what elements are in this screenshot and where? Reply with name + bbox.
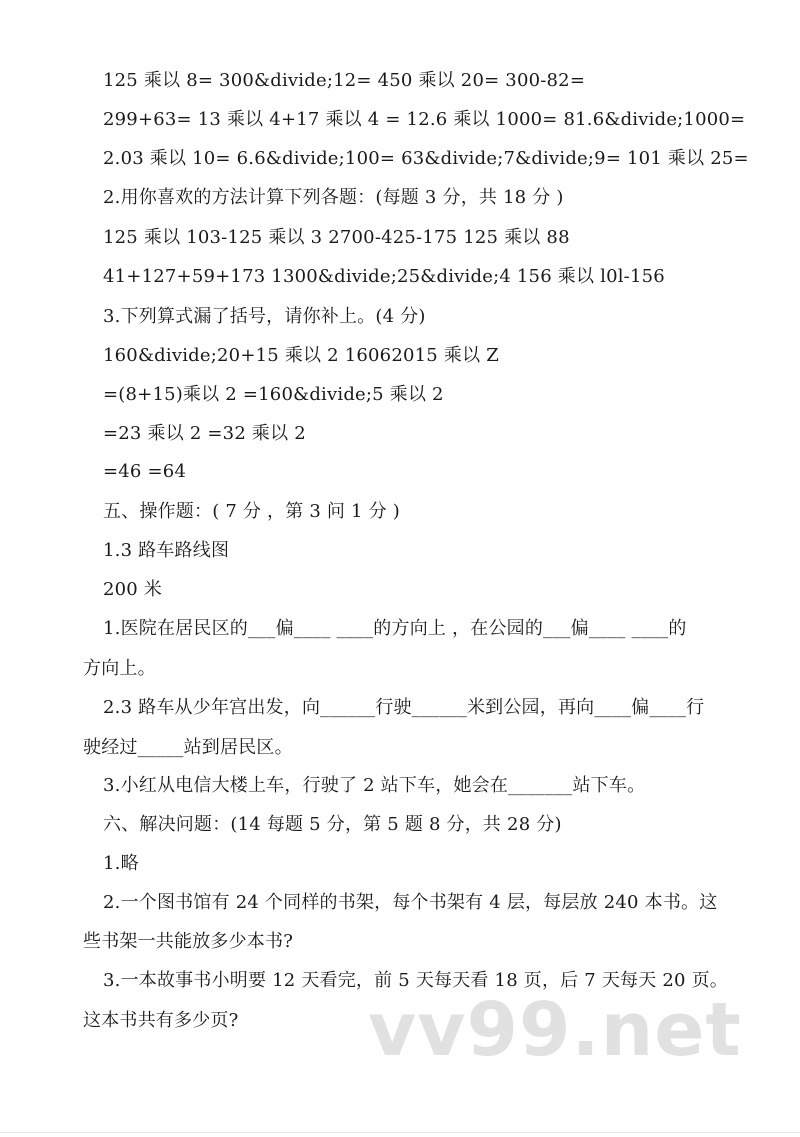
text-line-23: 些书架一共能放多少本书? bbox=[83, 931, 294, 952]
page-bottom-divider bbox=[0, 1132, 800, 1133]
text-line-14: 200 米 bbox=[103, 579, 163, 600]
text-line-2: 299+63= 13 乘以 4+17 乘以 4 = 12.6 乘以 1000= 81.6&divide;1000= bbox=[103, 109, 746, 130]
text-line-16: 方向上。 bbox=[83, 658, 156, 679]
text-line-7: 3.下列算式漏了括号，请你补上。(4 分) bbox=[103, 306, 426, 327]
text-line-10: =23 乘以 2 =32 乘以 2 bbox=[103, 423, 306, 444]
text-line-22: 2.一个图书馆有 24 个同样的书架，每个书架有 4 层，每层放 240 本书。这 bbox=[103, 892, 718, 913]
text-line-24: 3.一本故事书小明要 12 天看完，前 5 天每天看 18 页，后 7 天每天 20 页。 bbox=[103, 970, 729, 991]
text-line-11: =46 =64 bbox=[103, 461, 187, 482]
text-line-9: =(8+15)乘以 2 =160&divide;5 乘以 2 bbox=[103, 384, 444, 405]
text-line-3: 2.03 乘以 10= 6.6&divide;100= 63&divide;7&divide;9= 101 乘以 25= bbox=[103, 148, 749, 169]
text-line-4: 2.用你喜欢的方法计算下列各题：(每题 3 分，共 18 分 ) bbox=[103, 187, 564, 208]
text-line-1: 125 乘以 8= 300&divide;12= 450 乘以 20= 300-82= bbox=[103, 70, 586, 91]
text-line-15: 1.医院在居民区的___偏____ ____的方向上 ，在公园的___偏____ ____的 bbox=[103, 618, 687, 639]
text-line-17: 2.3 路车从少年宫出发，向______行驶______米到公园，再向____偏____行 bbox=[103, 697, 705, 718]
text-line-18: 驶经过_____站到居民区。 bbox=[83, 737, 293, 758]
text-line-19: 3.小红从电信大楼上车，行驶了 2 站下车，她会在_______站下车。 bbox=[103, 775, 646, 796]
section-heading-5: 五、操作题：( 7 分 ，第 3 问 1 分 ) bbox=[103, 501, 400, 522]
text-line-13: 1.3 路车路线图 bbox=[103, 540, 230, 561]
text-line-25: 这本书共有多少页? bbox=[83, 1010, 239, 1031]
section-heading-6: 六、解决问题：(14 每题 5 分，第 5 题 8 分，共 28 分) bbox=[103, 814, 562, 835]
text-line-6: 41+127+59+173 1300&divide;25&divide;4 156 乘以 l0l-156 bbox=[103, 266, 665, 287]
text-line-21: 1.略 bbox=[103, 853, 139, 874]
text-line-8: 160&divide;20+15 乘以 2 16062015 乘以 Z bbox=[103, 345, 499, 366]
watermark-text: vv99.net bbox=[368, 987, 742, 1073]
text-line-5: 125 乘以 103-125 乘以 3 2700-425-175 125 乘以 88 bbox=[103, 227, 570, 248]
